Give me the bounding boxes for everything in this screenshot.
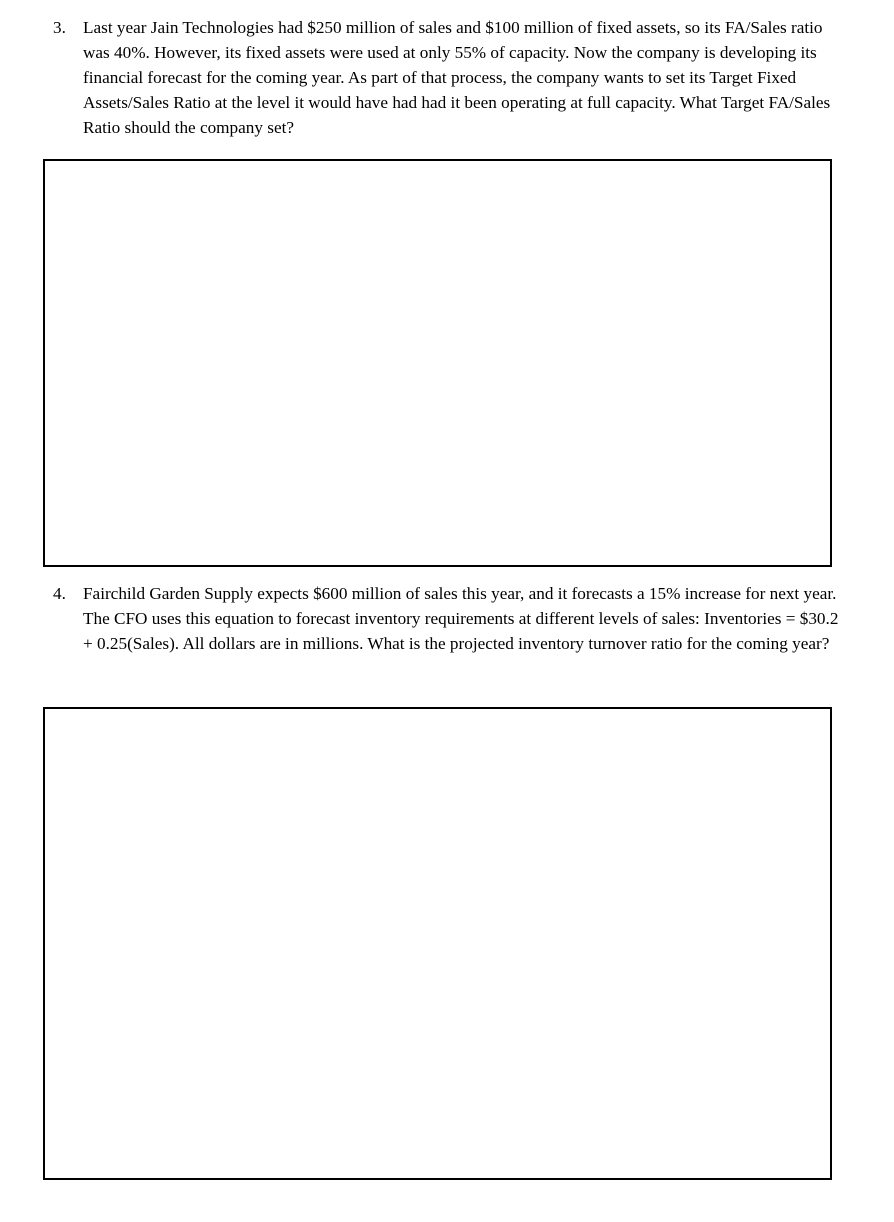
question-4: [53, 581, 843, 656]
question-3-number: 3.: [53, 18, 66, 37]
answer-box-question-3[interactable]: [43, 159, 832, 567]
answer-box-question-4[interactable]: [43, 707, 832, 1180]
question-3-text: Last year Jain Technologies had $250 million of sales and $100 million of fixed assets, so its FA/Sales ratio was 40%. However, its fixed assets were used at only 55% of capacity. Now the company is developing its financial forecast for the coming year. As part of that process, the company wants to set its Target Fixed Assets/Sales Ratio at the level it would have had had it been operating at full capacity. What Target FA/Sales Ratio should the company set?: [83, 18, 831, 137]
question-4-text: Fairchild Garden Supply expects $600 million of sales this year, and it forecasts a 15% increase for next year. The CFO uses this equation to forecast inventory requirements at different levels of sales: Inventories = $30.2 + 0.25(Sales). All dollars are in millions. What is the projected inventory turnover ratio for the coming year?: [83, 584, 839, 653]
question-4-number: 4.: [53, 584, 66, 603]
question-3: [53, 15, 843, 140]
